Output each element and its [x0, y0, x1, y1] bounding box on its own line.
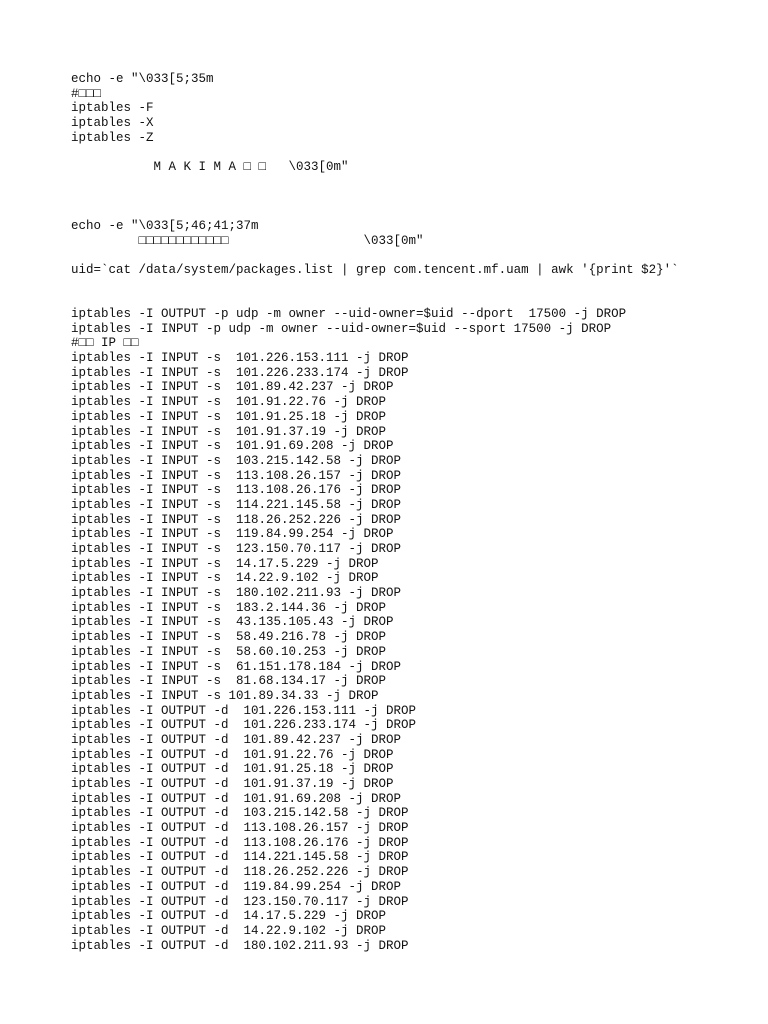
code-line: iptables -I INPUT -s 101.91.69.208 -j DROP	[71, 439, 394, 454]
code-line: iptables -I INPUT -s 101.91.37.19 -j DROP	[71, 424, 387, 439]
code-line: iptables -I INPUT -s 183.2.144.36 -j DROP	[71, 600, 387, 615]
code-line: iptables -I INPUT -s 123.150.70.117 -j DROP	[71, 542, 402, 556]
code-line: iptables -Z	[71, 130, 154, 145]
code-line: iptables -I INPUT -s 101.226.153.111 -j DROP	[71, 351, 409, 366]
code-line: iptables -I INPUT -s 101.89.42.237 -j DROP	[71, 380, 394, 395]
code-line: iptables -I OUTPUT -d 113.108.26.176 -j DROP	[71, 835, 409, 850]
code-line: iptables -I INPUT -s 81.68.134.17 -j DROP	[71, 674, 387, 689]
code-line: iptables -I OUTPUT -d 101.91.37.19 -j DROP	[71, 777, 394, 791]
code-line: iptables -I OUTPUT -d 101.91.25.18 -j DROP	[71, 762, 394, 777]
code-line	[71, 175, 679, 190]
code-line: iptables -I INPUT -s 113.108.26.176 -j DROP	[71, 483, 402, 498]
code-line: iptables -I INPUT -s 118.26.252.226 -j DROP	[71, 512, 402, 527]
code-line: M A K I M A □ □ \033[0m"	[71, 160, 349, 175]
code-line: iptables -I INPUT -s 101.91.22.76 -j DROP	[71, 395, 387, 410]
code-line: iptables -I INPUT -s 101.91.25.18 -j DROP	[71, 409, 387, 424]
code-line: iptables -I OUTPUT -d 103.215.142.58 -j DROP	[71, 806, 409, 821]
code-line: echo -e "\033[5;35m	[71, 72, 214, 86]
code-line	[71, 204, 679, 219]
code-line: iptables -I OUTPUT -d 119.84.99.254 -j DROP	[71, 879, 402, 894]
code-line: iptables -I OUTPUT -d 101.91.22.76 -j DROP	[71, 747, 394, 762]
code-line: iptables -I OUTPUT -d 101.226.233.174 -j DROP	[71, 718, 417, 733]
code-line: iptables -I INPUT -s 58.60.10.253 -j DROP	[71, 644, 387, 659]
code-line: iptables -I INPUT -s 58.49.216.78 -j DROP	[71, 630, 387, 645]
code-line: iptables -I INPUT -s 101.89.34.33 -j DROP	[71, 688, 379, 703]
code-line: #□□ IP □□	[71, 336, 139, 351]
code-line: iptables -I INPUT -s 43.135.105.43 -j DROP	[71, 615, 394, 630]
code-line: iptables -I OUTPUT -d 123.150.70.117 -j DROP	[71, 894, 409, 909]
code-line: iptables -I OUTPUT -d 101.89.42.237 -j DROP	[71, 732, 402, 747]
code-line: iptables -I INPUT -s 114.221.145.58 -j DROP	[71, 497, 402, 512]
code-line: iptables -I INPUT -s 14.22.9.102 -j DROP	[71, 571, 379, 586]
code-line: iptables -I OUTPUT -d 180.102.211.93 -j DROP	[71, 938, 409, 953]
code-line	[71, 190, 679, 205]
code-line: iptables -I OUTPUT -d 14.17.5.229 -j DROP	[71, 909, 387, 924]
code-line: iptables -I OUTPUT -d 101.226.153.111 -j DROP	[71, 703, 417, 718]
code-line	[71, 292, 679, 307]
code-line	[71, 248, 679, 263]
code-block	[71, 72, 679, 953]
code-line: iptables -I OUTPUT -d 114.221.145.58 -j DROP	[71, 850, 409, 865]
code-line: #□□□	[71, 86, 102, 101]
code-line: iptables -I INPUT -s 180.102.211.93 -j DROP	[71, 586, 402, 601]
code-line: uid=`cat /data/system/packages.list | grep com.tencent.mf.uam | awk '{print $2}'`	[71, 262, 679, 277]
code-line	[71, 278, 679, 293]
code-line	[71, 145, 679, 160]
code-line: iptables -I OUTPUT -d 113.108.26.157 -j DROP	[71, 821, 409, 836]
code-line: iptables -I INPUT -s 61.151.178.184 -j DROP	[71, 659, 402, 674]
code-line: iptables -I INPUT -s 103.215.142.58 -j DROP	[71, 453, 402, 468]
code-line: iptables -I INPUT -p udp -m owner --uid-owner=$uid --sport 17500 -j DROP	[71, 321, 612, 336]
code-line: iptables -I OUTPUT -d 101.91.69.208 -j DROP	[71, 791, 402, 806]
code-line: iptables -I INPUT -s 113.108.26.157 -j DROP	[71, 468, 402, 483]
code-line: iptables -I OUTPUT -d 14.22.9.102 -j DROP	[71, 923, 387, 938]
code-line: iptables -I INPUT -s 14.17.5.229 -j DROP	[71, 556, 379, 571]
code-line: iptables -I OUTPUT -d 118.26.252.226 -j DROP	[71, 865, 409, 880]
code-line: iptables -I INPUT -s 119.84.99.254 -j DROP	[71, 527, 394, 542]
code-line: iptables -F	[71, 101, 154, 116]
code-line: iptables -X	[71, 116, 154, 131]
code-line: iptables -I OUTPUT -p udp -m owner --uid-owner=$uid --dport 17500 -j DROP	[71, 307, 627, 321]
code-line: echo -e "\033[5;46;41;37m	[71, 218, 259, 233]
code-line: □□□□□□□□□□□□ \033[0m"	[71, 233, 424, 248]
code-line: iptables -I INPUT -s 101.226.233.174 -j DROP	[71, 365, 409, 380]
